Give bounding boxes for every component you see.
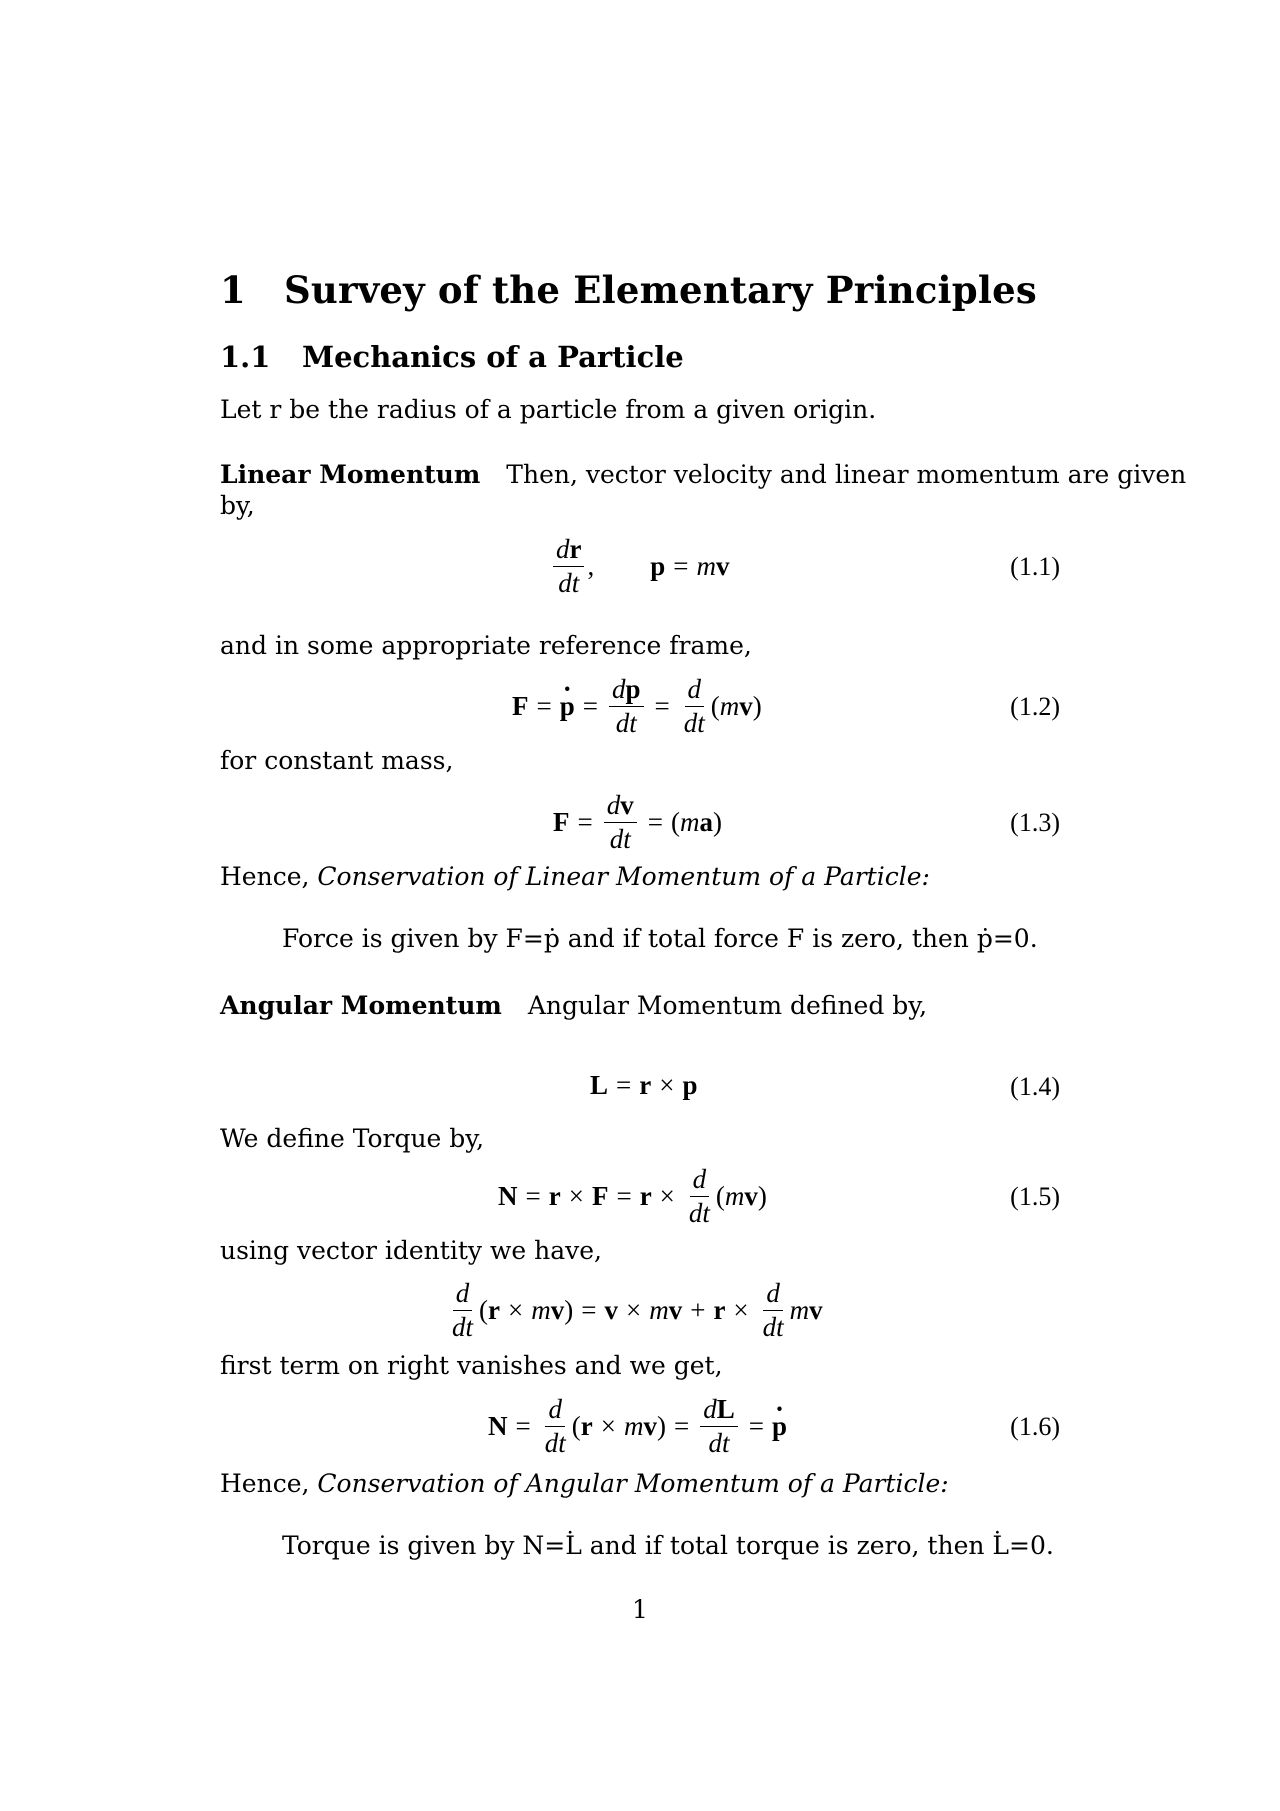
constant-mass-text: for constant mass, [220,746,454,775]
reference-frame-text: and in some appropriate reference frame, [220,631,752,660]
torque-definition-text: We define Torque by, [220,1124,485,1153]
hence-angular-text [220,1469,949,1499]
intro-paragraph: Let r be the radius of a particle from a given origin. [220,395,877,424]
hence-linear-prefix: Hence, [220,862,310,891]
hence-linear-text [220,862,930,892]
angular-momentum-label: Angular Momentum [220,991,502,1020]
section-title: Survey of the Elementary Principles [284,268,1037,312]
equation-number: (1.5) [1010,1182,1060,1211]
equation-1-2: F = · p = $\frac{dp}{dt}$ = $\frac{d}{dt}$ ( m v ) (1.2) [220,676,1060,736]
linear-momentum-label: Linear Momentum [220,460,481,489]
linear-conservation-statement: Force is given by F=ṗ and if total force F is zero, then ṗ=0. [282,924,1038,953]
equation-vector-identity: $\frac{d}{dt}$ ( r × m v ) = v × m v + r × $\frac{d}{dt}$ m v [452,1278,823,1342]
equation-1-5: N = r × F = r × $\frac{d}{dt}$ ( m v ) (1.5) [498,1164,1060,1228]
equation-number: (1.6) [1010,1412,1060,1441]
equation-number: (1.3) [1010,808,1060,837]
linear-momentum-paragraph [220,460,1186,490]
angular-momentum-paragraph [220,991,927,1021]
subsection-heading [220,340,684,374]
equation-1-1: $\frac{dr}{dt}$ , p = mv (1.1) [220,536,1060,596]
equation-1-4: L = r × p (1.4) [590,1070,1060,1101]
subsection-number: 1.1 [220,340,271,374]
linear-momentum-continuation: by, [220,491,255,520]
first-term-text: first term on right vanishes and we get, [220,1351,723,1380]
equation-number: (1.1) [1010,552,1060,581]
hence-angular-italic: Conservation of Angular Momentum of a Particle: [317,1469,949,1498]
linear-momentum-body: Then, vector velocity and linear momentum are given [506,460,1187,489]
section-heading [220,268,1037,312]
equation-1-6: N = $\frac{d}{dt}$ ( r × m v ) = $\frac{dL}{dt}$ = · p (1.6) [220,1396,1060,1456]
page-number: 1 [632,1595,648,1624]
hence-linear-italic: Conservation of Linear Momentum of a Particle: [317,862,930,891]
vector-identity-text: using vector identity we have, [220,1236,602,1265]
hence-angular-prefix: Hence, [220,1469,310,1498]
angular-conservation-statement: Torque is given by N=L̇ and if total torque is zero, then L̇=0. [282,1531,1054,1560]
subsection-title: Mechanics of a Particle [302,340,684,374]
section-number: 1 [220,268,246,312]
equation-number: (1.4) [1010,1072,1060,1101]
equation-number: (1.2) [1010,692,1060,721]
angular-momentum-body: Angular Momentum defined by, [527,991,928,1020]
equation-1-3: F = $\frac{dv}{dt}$ = ( m a ) (1.3) [553,790,1060,854]
